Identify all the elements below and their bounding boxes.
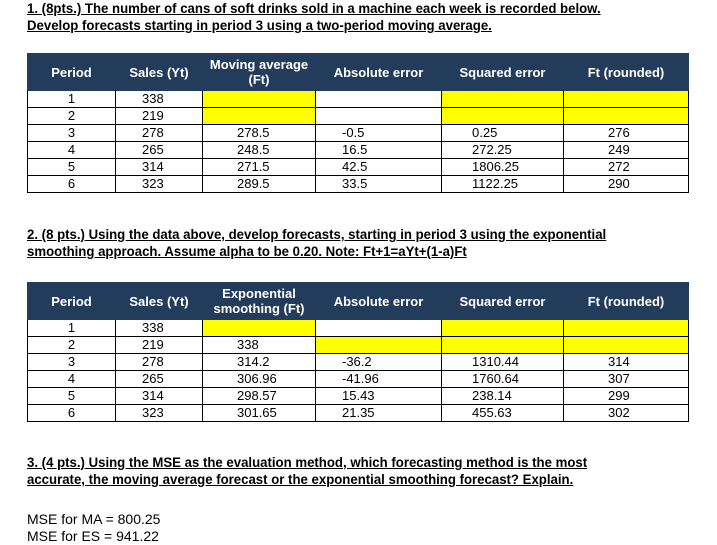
cell-period: 6	[28, 405, 116, 422]
header-absolute-error: Absolute error	[316, 283, 442, 320]
cell-abs-error: 21.35	[316, 405, 442, 422]
table-row	[28, 91, 689, 108]
cell-sq-error: 1806.25	[442, 159, 564, 176]
cell-sq-error: 1122.25	[442, 176, 564, 193]
cell-sq-error	[442, 337, 564, 354]
cell-sales: 265	[116, 142, 203, 159]
cell-abs-error	[316, 91, 442, 108]
cell-sales: 314	[116, 159, 203, 176]
mse-exponential-smoothing: MSE for ES = 941.22	[27, 528, 159, 544]
cell-ft	[203, 320, 316, 337]
cell-ft: 298.57	[203, 388, 316, 405]
header-ft-rounded: Ft (rounded)	[564, 283, 689, 320]
cell-ft: 278.5	[203, 125, 316, 142]
cell-period: 2	[28, 108, 116, 125]
cell-period: 4	[28, 371, 116, 388]
table-row	[28, 337, 689, 354]
cell-ft-rounded: 307	[564, 371, 689, 388]
cell-abs-error: 33.5	[316, 176, 442, 193]
cell-ft: 289.5	[203, 176, 316, 193]
header-ft-rounded: Ft (rounded)	[564, 54, 689, 91]
cell-ft-rounded: 299	[564, 388, 689, 405]
table-row	[28, 388, 689, 405]
cell-ft: 306.96	[203, 371, 316, 388]
cell-sales: 278	[116, 125, 203, 142]
cell-sq-error: 272.25	[442, 142, 564, 159]
cell-sales: 219	[116, 108, 203, 125]
cell-period: 4	[28, 142, 116, 159]
cell-sales: 323	[116, 405, 203, 422]
cell-ft-rounded: 276	[564, 125, 689, 142]
table-row	[28, 142, 689, 159]
header-sales: Sales (Yt)	[116, 283, 203, 320]
header-sales: Sales (Yt)	[116, 54, 203, 91]
table-row	[28, 159, 689, 176]
cell-period: 2	[28, 337, 116, 354]
cell-period: 3	[28, 354, 116, 371]
cell-sq-error: 1310.44	[442, 354, 564, 371]
moving-average-table	[27, 53, 689, 193]
table-header-row	[28, 283, 689, 320]
cell-ft: 301.65	[203, 405, 316, 422]
header-absolute-error: Absolute error	[316, 54, 442, 91]
header-moving-average: Moving average (Ft)	[203, 54, 316, 91]
cell-abs-error: 16.5	[316, 142, 442, 159]
cell-period: 5	[28, 159, 116, 176]
cell-period: 1	[28, 320, 116, 337]
table-row	[28, 320, 689, 337]
cell-sq-error: 0.25	[442, 125, 564, 142]
cell-abs-error	[316, 320, 442, 337]
table-row	[28, 125, 689, 142]
cell-sales: 338	[116, 91, 203, 108]
cell-period: 5	[28, 388, 116, 405]
cell-ft: 248.5	[203, 142, 316, 159]
cell-abs-error: -41.96	[316, 371, 442, 388]
cell-abs-error	[316, 337, 442, 354]
cell-abs-error: 42.5	[316, 159, 442, 176]
question-3-text: 3. (4 pts.) Using the MSE as the evaluation method, which forecasting method is the most accurate, the moving average forecast or the exponential smoothing forecast? Explain.	[27, 455, 588, 488]
cell-ft: 338	[203, 337, 316, 354]
cell-sq-error: 238.14	[442, 388, 564, 405]
cell-ft-rounded	[564, 320, 689, 337]
table-row	[28, 354, 689, 371]
cell-period: 6	[28, 176, 116, 193]
cell-ft: 271.5	[203, 159, 316, 176]
table-row	[28, 108, 689, 125]
cell-sales: 314	[116, 388, 203, 405]
cell-period: 1	[28, 91, 116, 108]
cell-period: 3	[28, 125, 116, 142]
cell-abs-error	[316, 108, 442, 125]
header-exponential-smoothing: Exponential smoothing (Ft)	[203, 283, 316, 320]
cell-sq-error	[442, 91, 564, 108]
cell-ft-rounded: 249	[564, 142, 689, 159]
cell-abs-error: -36.2	[316, 354, 442, 371]
cell-ft: 314.2	[203, 354, 316, 371]
cell-ft-rounded: 290	[564, 176, 689, 193]
cell-ft-rounded	[564, 91, 689, 108]
cell-ft-rounded	[564, 108, 689, 125]
cell-sales: 219	[116, 337, 203, 354]
table-header-row	[28, 54, 689, 91]
header-period: Period	[28, 54, 116, 91]
header-squared-error: Squared error	[442, 54, 564, 91]
header-squared-error: Squared error	[442, 283, 564, 320]
cell-sq-error: 1760.64	[442, 371, 564, 388]
question-1-text: 1. (8pts.) The number of cans of soft drinks sold in a machine each week is recorded below. Develop forecasts starting in period 3 using a two-period moving average.	[27, 1, 601, 34]
cell-sales: 265	[116, 371, 203, 388]
cell-abs-error: 15.43	[316, 388, 442, 405]
table-row	[28, 405, 689, 422]
cell-ft-rounded: 272	[564, 159, 689, 176]
table-row	[28, 176, 689, 193]
cell-sq-error	[442, 108, 564, 125]
table-row	[28, 371, 689, 388]
cell-ft	[203, 108, 316, 125]
question-2-text: 2. (8 pts.) Using the data above, develop forecasts, starting in period 3 using the exponential smoothing approach. Assume alpha to be 0.20. Note: Ft+1=aYt+(1-a)Ft	[27, 227, 607, 260]
cell-ft	[203, 91, 316, 108]
cell-sales: 278	[116, 354, 203, 371]
cell-sales: 323	[116, 176, 203, 193]
cell-ft-rounded: 302	[564, 405, 689, 422]
exponential-smoothing-table	[27, 282, 689, 422]
header-period: Period	[28, 283, 116, 320]
cell-sq-error	[442, 320, 564, 337]
cell-abs-error: -0.5	[316, 125, 442, 142]
cell-sales: 338	[116, 320, 203, 337]
cell-ft-rounded: 314	[564, 354, 689, 371]
cell-sq-error: 455.63	[442, 405, 564, 422]
cell-ft-rounded	[564, 337, 689, 354]
mse-moving-average: MSE for MA = 800.25	[27, 511, 161, 527]
